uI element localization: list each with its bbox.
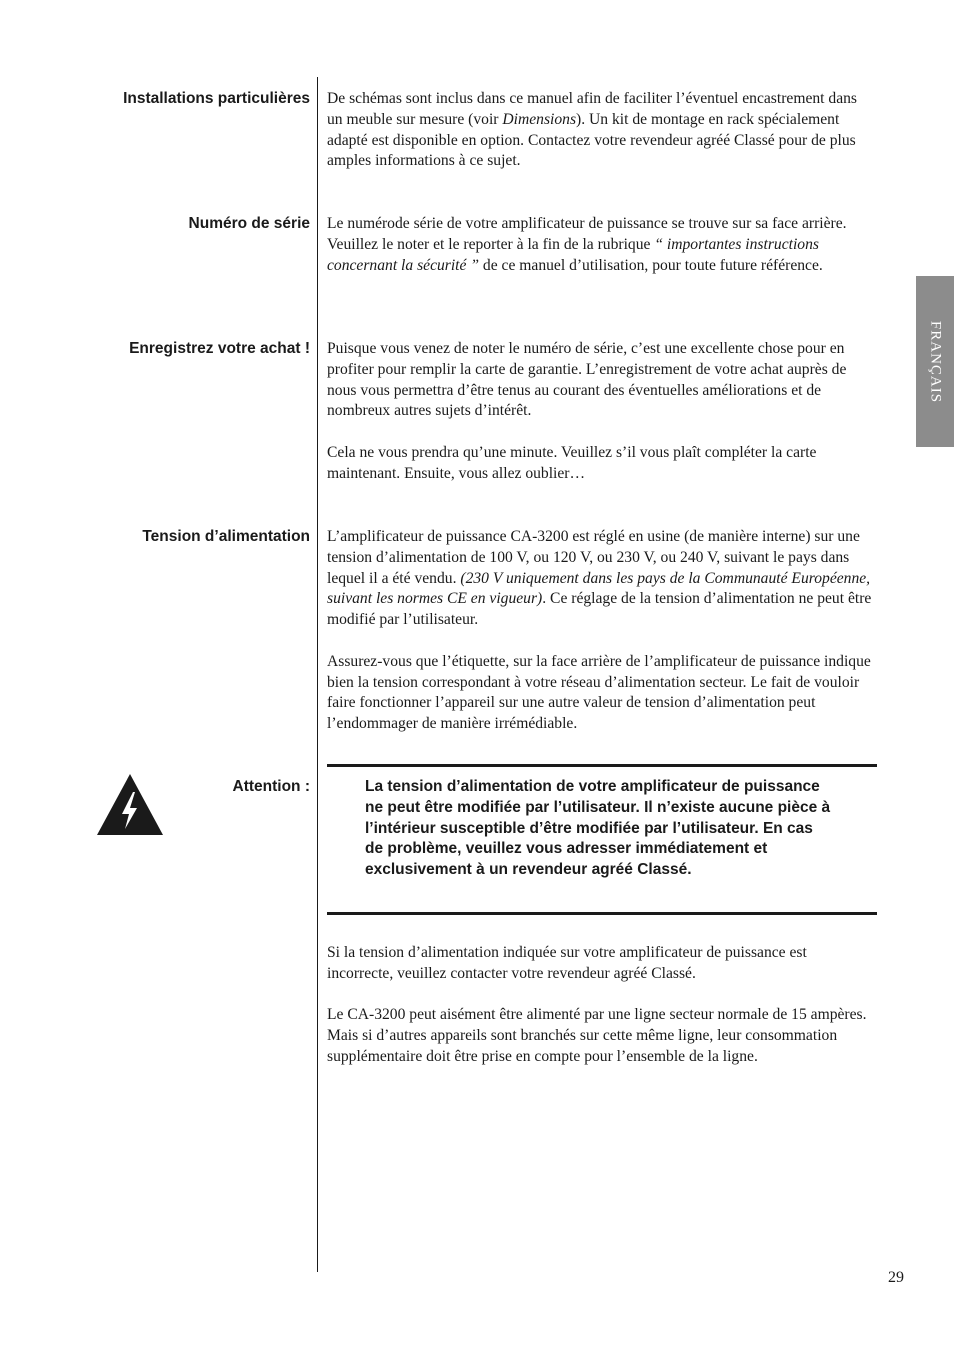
heading-voltage: Tension d’alimentation xyxy=(142,528,310,545)
text-emphasis: Dimensions xyxy=(502,110,577,128)
language-tab xyxy=(916,276,954,447)
heading-serial: Numéro de série xyxy=(188,215,310,232)
text-run: ). Un kit de montage en rack spécialement adapté est disponible en option. Contactez votre revendeur agréé Classé pour de plus amples informations à ce sujet. xyxy=(327,110,856,170)
text-emphasis: (230 V uniquement dans les pays de la Communauté Européenne, suivant les normes CE en vigueur) xyxy=(327,569,871,608)
text-run: de ce manuel d’utilisation, pour toute future référence. xyxy=(479,256,823,274)
text-installations xyxy=(327,89,872,172)
text-register xyxy=(327,339,872,485)
paragraph-register-1: Puisque vous venez de noter le numéro de série, c’est une excellente chose pour en profiter pour remplir la carte de garantie. L’enregistrement de votre achat auprès de nous vous permettra d’être tenus au courant des éventuelles améliorations et de nombreux autres sujets d’intérêt. xyxy=(327,340,847,420)
text-voltage xyxy=(327,527,872,735)
text-serial xyxy=(327,214,872,276)
text-run: De schémas sont inclus dans ce manuel afin de faciliter l’éventuel encastrement dans un meuble sur mesure (voir xyxy=(327,90,857,128)
column-divider xyxy=(317,77,318,1272)
text-run: . Ce réglage de la tension d’alimentation ne peut être modifié par l’utilisateur. xyxy=(327,590,872,629)
text-run: L’amplificateur de puissance CA-3200 est réglé en usine (de manière interne) sur une tension d’alimentation de 100 V, ou 120 V, ou 230 V, ou 240 V, suivant le pays dans lequel il a été vendu. xyxy=(327,528,860,587)
page-number: 29 xyxy=(888,1269,904,1286)
paragraph-voltage-1 xyxy=(327,527,872,631)
paragraph-installations-1 xyxy=(327,89,872,172)
paragraph-register-2: Cela ne vous prendra qu’une minute. Veuillez s’il vous plaît compléter la carte maintenant. Ensuite, vous allez oublier… xyxy=(327,443,817,482)
text-run: Le numérode série de votre amplificateur de puissance se trouve sur sa face arrière. Veuillez le noter et le reporter à la fin de la rubrique xyxy=(327,215,847,253)
text-emphasis: “ importantes instructions concernant la sécurité ” xyxy=(327,235,819,274)
heading-register: Enregistrez votre achat ! xyxy=(129,340,310,357)
paragraph-attention-2: Le CA-3200 peut aisément être alimenté par une ligne secteur normale de 15 ampères. Mais si d’autres appareils sont branchés sur cette même ligne, leur consommation supplémentaire doit être prise en compte pour l’ensemble de la ligne. xyxy=(327,1006,867,1065)
paragraph-attention-1: Si la tension d’alimentation indiquée sur votre amplificateur de puissance est incorrecte, veuillez contacter votre revendeur agréé Classé. xyxy=(327,944,807,982)
warning-rule-top xyxy=(327,764,877,767)
paragraph-voltage-2: Assurez-vous que l’étiquette, sur la face arrière de l’amplificateur de puissance indique bien la tension correspondant à votre réseau d’alimentation secteur. Le fait de vouloir faire fonctionner l’appareil sur une autre valeur de tension d’alimentation peut l’endommager de manière irrémédiable. xyxy=(327,652,871,733)
paragraph-serial-1 xyxy=(327,214,872,276)
warning-text: La tension d’alimentation de votre amplificateur de puissance ne peut être modifiée par l’utilisateur. Il n’existe aucune pièce à l’intérieur susceptible d’être modifiée par l’utilisateur. En cas de problème, veuillez vous adresser immédiatement et exclusivement à un revendeur agréé Classé. xyxy=(365,778,831,879)
language-tab-label: FRANÇAIS xyxy=(927,320,944,403)
heading-attention: Attention : xyxy=(232,778,310,795)
heading-installations: Installations particulières xyxy=(123,90,310,107)
text-attention xyxy=(327,943,872,1068)
warning-rule-bottom xyxy=(327,912,877,915)
